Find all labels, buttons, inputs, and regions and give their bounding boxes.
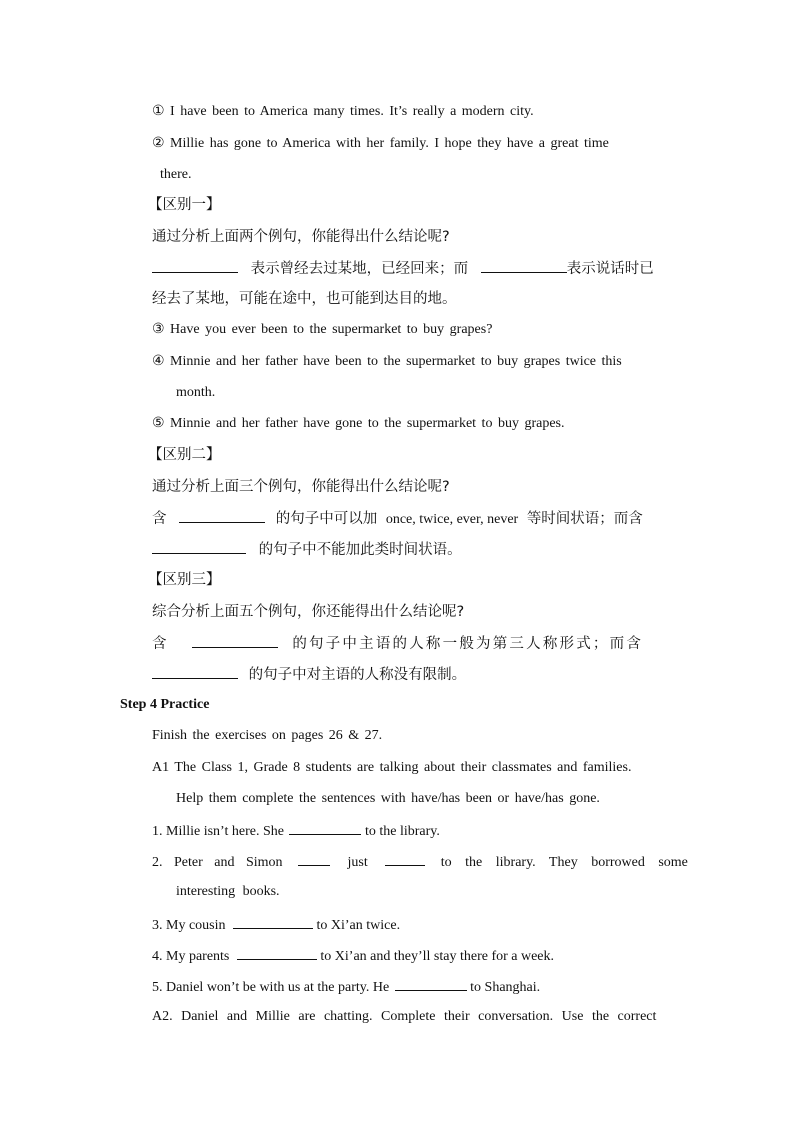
answer-blank[interactable] [192, 633, 278, 648]
difference-2-header: 【区别二】 [148, 447, 221, 463]
difference-2-text-a: 的句子中可以加 [275, 511, 378, 527]
difference-2-text-c: 的句子中不能加此类时间状语。 [258, 542, 462, 558]
difference-2-line-1 [152, 508, 643, 530]
difference-3-header: 【区别三】 [148, 572, 221, 588]
question-4 [152, 945, 554, 967]
question-2-line-2: interesting books. [176, 884, 280, 899]
question-1-text-b: to the library. [364, 824, 440, 839]
question-1-text-a: 1. Millie isn’t here. She [152, 824, 284, 839]
question-3-text-a: 3. My cousin [152, 918, 226, 933]
difference-1-text-b: 表示说话时已 [566, 261, 654, 277]
difference-2-question: 通过分析上面三个例句，你能得出什么结论呢? [152, 479, 450, 495]
question-3-text-b: to Xi’an twice. [316, 918, 401, 933]
example-5: ⑤ Minnie and her father have gone to the supermarket to buy grapes. [152, 416, 565, 431]
difference-1-question: 通过分析上面两个例句，你能得出什么结论呢? [152, 229, 450, 245]
example-2-line-1: ② Millie has gone to America with her family. I hope they have a great time [152, 136, 609, 151]
difference-1-line-2: 经去了某地，可能在途中，也可能到达目的地。 [152, 291, 457, 307]
difference-1-text-a: 表示曾经去过某地，已经回来；而 [250, 261, 469, 277]
question-4-text-a: 4. My parents [152, 949, 230, 964]
question-2-text-a: 2. Peter and Simon [152, 855, 283, 870]
difference-3-text-b: 的句子中对主语的人称没有限制。 [248, 667, 467, 683]
example-3: ③ Have you ever been to the supermarket to buy grapes? [152, 322, 493, 337]
difference-2-contain-label: 含 [152, 511, 167, 527]
answer-blank[interactable] [481, 258, 567, 273]
question-5 [152, 976, 540, 998]
example-1: ① I have been to America many times. It’s really a modern city. [152, 104, 534, 119]
difference-1-header: 【区别一】 [148, 197, 221, 213]
answer-blank[interactable] [289, 820, 361, 835]
difference-3-question: 综合分析上面五个例句，你还能得出什么结论呢? [152, 604, 465, 620]
practice-intro: Finish the exercises on pages 26 & 27. [152, 728, 383, 743]
question-3 [152, 914, 400, 936]
answer-blank[interactable] [152, 539, 246, 554]
a1-instruction-line-1: A1 The Class 1, Grade 8 students are talking about their classmates and families. [152, 760, 632, 775]
answer-blank[interactable] [237, 945, 317, 960]
difference-3-line-2 [152, 664, 466, 685]
answer-blank[interactable] [152, 258, 238, 273]
answer-blank[interactable] [385, 851, 425, 866]
difference-3-text-a: 的句子中主语的人称一般为第三人称形式；而含 [292, 636, 644, 652]
example-4-line-2: month. [176, 385, 216, 400]
a1-instruction-line-2: Help them complete the sentences with have/has been or have/has gone. [176, 791, 600, 806]
question-2-line-1 [152, 851, 688, 873]
example-4-line-1: ④ Minnie and her father have been to the supermarket to buy grapes twice this [152, 354, 622, 369]
a2-instruction-line-1: A2. Daniel and Millie are chatting. Complete their conversation. Use the correct [152, 1009, 657, 1024]
answer-blank[interactable] [233, 914, 313, 929]
difference-3-line-1 [152, 633, 643, 654]
question-2-text-c: to the library. They borrowed some [440, 855, 688, 870]
section-title: Step 4 Practice [120, 697, 210, 712]
answer-blank[interactable] [179, 508, 265, 523]
question-5-text-b: to Shanghai. [470, 980, 541, 995]
difference-1-line-1 [152, 258, 654, 279]
question-1 [152, 820, 440, 842]
answer-blank[interactable] [152, 664, 238, 679]
difference-2-line-2 [152, 539, 462, 560]
question-2-text-b: just [347, 855, 368, 870]
difference-2-adverbials: once, twice, ever, never [385, 512, 519, 527]
difference-3-contain-label: 含 [152, 636, 169, 652]
question-5-text-a: 5. Daniel won’t be with us at the party. He [152, 980, 390, 995]
answer-blank[interactable] [395, 976, 467, 991]
difference-2-text-b: 等时间状语；而含 [526, 511, 643, 527]
example-2-line-2: there. [160, 167, 192, 182]
answer-blank[interactable] [298, 851, 330, 866]
question-4-text-b: to Xi’an and they’ll stay there for a week. [320, 949, 555, 964]
